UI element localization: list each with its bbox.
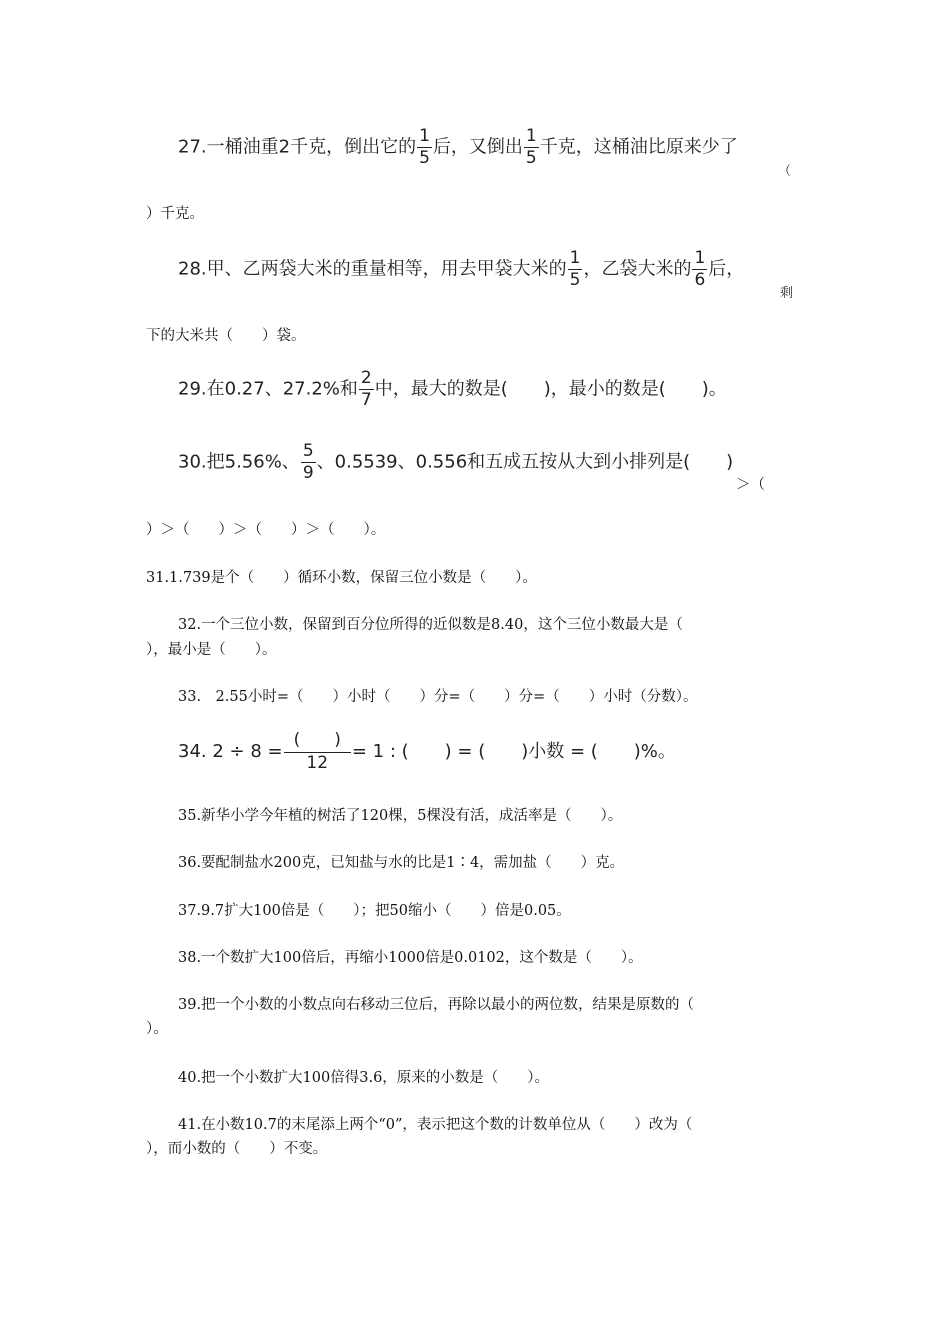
question-39-line-2: ）。 (146, 1021, 168, 1037)
q27-text-3: 千克，这桶油比原来少了 (539, 136, 738, 158)
q28-fraction-1: $\frac{1}{5}$ (569, 248, 581, 290)
q27-text-1: 27.一桶油重2千克，倒出它的 (178, 136, 417, 158)
q29-fraction: $\frac{2}{7}$ (360, 368, 372, 410)
question-29 (178, 370, 727, 409)
q34-text-1: 34. 2 ÷ 8 = (178, 741, 283, 762)
q34-text-2: = 1 : ( ) = ( )小数 = ( )%。 (351, 741, 676, 762)
question-41-line-1: 41.在小数10.7的末尾添上两个“0”，表示把这个数的计数单位从（ ）改为（ (178, 1117, 693, 1133)
question-35: 35.新华小学今年植的树活了120棵，5棵没有活，成活率是（ ）。 (178, 808, 623, 824)
question-41-line-2: ），而小数的（ ）不变。 (146, 1141, 328, 1157)
q29-text-1: 29.在0.27、27.2%和 (178, 378, 358, 400)
question-38: 38.一个数扩大100倍后，再缩小1000倍是0.0102，这个数是（ ）。 (178, 950, 643, 966)
q27-continuation: ）千克。 (146, 206, 204, 222)
q27-edge: （ (778, 164, 792, 179)
question-32-line-1: 32.一个三位小数，保留到百分位所得的近似数是8.40，这个三位小数最大是（ (178, 617, 683, 633)
q29-text-2: 中，最大的数是( )，最小的数是( )。 (374, 378, 727, 400)
q30-text-2: 、0.5539、0.556和五成五按从大到小排列是( ) (316, 451, 734, 473)
question-37: 37.9.7扩大100倍是（ ）；把50缩小（ ）倍是0.05。 (178, 903, 571, 919)
q28-edge: 剩 (780, 286, 794, 301)
question-31: 31.1.739是个（ ）循环小数，保留三位小数是（ ）。 (146, 570, 537, 586)
q27-fraction-2: $\frac{1}{5}$ (525, 126, 537, 168)
question-27 (178, 128, 738, 167)
q28-continuation: 下的大米共（ ）袋。 (146, 328, 306, 344)
q34-fraction: $\frac{( )}{12}$ (284, 732, 351, 772)
question-39-line-1: 39.把一个小数的小数点向右移动三位后，再除以最小的两位数，结果是原数的（ (178, 997, 695, 1013)
q30-fraction: $\frac{5}{9}$ (302, 441, 314, 483)
question-40: 40.把一个小数扩大100倍得3.6，原来的小数是（ ）。 (178, 1070, 550, 1086)
question-32-line-2: ），最小是（ ）。 (146, 642, 277, 658)
q30-text-1: 30.把5.56%、 (178, 451, 300, 473)
q28-text-2: ，乙袋大米的 (583, 258, 692, 280)
q30-edge: ＞（ (736, 477, 765, 493)
q30-continuation: ）＞（ ）＞（ ）＞（ ）。 (146, 522, 386, 538)
q27-text-2: 后，又倒出 (432, 136, 523, 158)
q28-text-1: 28.甲、乙两袋大米的重量相等，用去甲袋大米的 (178, 258, 567, 280)
question-33: 33. 2.55小时=（ ）小时（ ）分=（ ）分=（ ）小时（分数）。 (178, 689, 698, 705)
question-34 (178, 732, 676, 772)
q28-fraction-2: $\frac{1}{6}$ (694, 248, 706, 290)
question-28 (178, 250, 744, 289)
question-30 (178, 443, 733, 482)
q28-text-3: 后， (708, 258, 745, 280)
q27-fraction-1: $\frac{1}{5}$ (419, 126, 430, 168)
question-36: 36.要配制盐水200克，已知盐与水的比是1∶4，需加盐（ ）克。 (178, 855, 625, 871)
